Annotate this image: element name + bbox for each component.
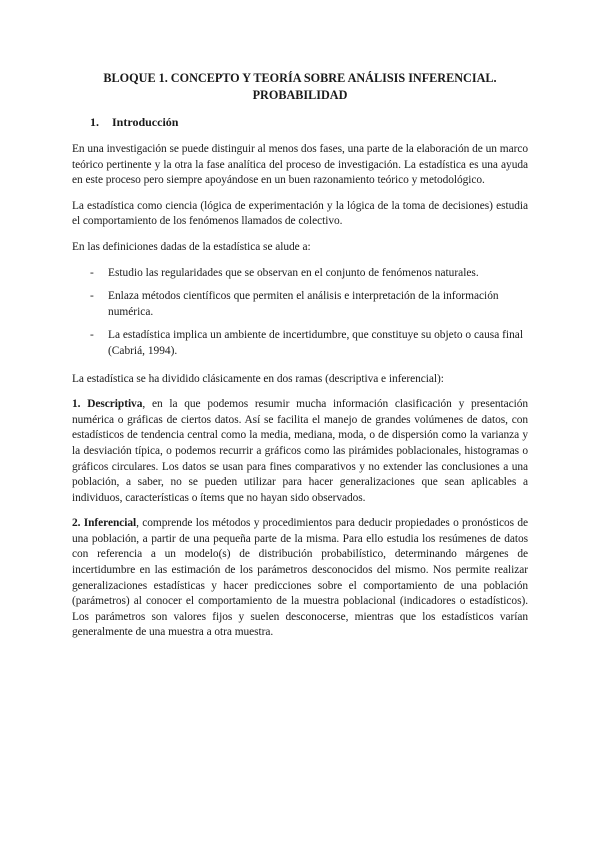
bullet-dash: -: [90, 329, 94, 342]
list-item: - La estadística implica un ambiente de incertidumbre, que constituye su objeto o causa final (Cabriá, 1994).: [90, 329, 523, 357]
list-item: - Enlaza métodos científicos que permiten el análisis e interpretación de la información numérica.: [90, 290, 499, 318]
title-line-2: PROBABILIDAD: [252, 88, 348, 102]
descriptiva-text: , en la que podemos resumir mucha información clasificación y presentación numérica o gráficas de ciertos datos. Así se facilita el manejo de grandes volúmenes de datos, con estadísticos de tendencia central como la media, mediana, moda, o de dispersión como la varianza y la desviación típica, o podemos recurrir a gráficos como las pirámides poblacionales, histogramas o gráficos circulares. Los datos se usan para fines comparativos y no extender las conclusiones a una población, a saber, no se pueden utilizar para hacer generalizaciones que sean aplicables a individuos, características o ítems que no hayan sido observados.: [72, 398, 528, 504]
bullet-dash: -: [90, 266, 94, 279]
title-line-1: BLOQUE 1. CONCEPTO Y TEORÍA SOBRE ANÁLISIS INFERENCIAL.: [103, 71, 497, 85]
inferencial-text: , comprende los métodos y procedimientos para deducir propiedades o pronósticos de una población, a partir de una pequeña parte de la misma. Para ello estudia los resúmenes de datos con referencia a un modelo(s) de distribución probabilístico, determinando márgenes de incertidumbre en las estimación de los parámetros desconocidos del mismo. Nos permite realizar generalizaciones estadísticas y hacer predicciones sobre el comportamiento de una población (parámetros) al conocer el comportamiento de la muestra poblacional (indicadores o estadísticos). Los parámetros son valores fijos y suelen desconocerse, mientras que los estadísticos varían generalmente de una muestra a otra muestra.: [72, 517, 528, 639]
paragraph-science: La estadística como ciencia (lógica de experimentación y la lógica de la toma de decisiones) estudia el comportamiento de los fenómenos llamados de colectivo.: [72, 199, 528, 228]
paragraph-inferencial: [72, 516, 528, 641]
section-title: Introducción: [112, 115, 179, 129]
paragraph-branches: La estadística se ha dividido clásicamente en dos ramas (descriptiva e inferencial):: [72, 372, 444, 385]
list-item: - Estudio las regularidades que se observan en el conjunto de fenómenos naturales.: [72, 266, 528, 282]
section-number: 1.: [90, 115, 99, 129]
paragraph-descriptiva: [72, 397, 528, 506]
inferencial-lead: 2. Inferencial: [72, 517, 137, 530]
paragraph-definitions: En las definiciones dadas de la estadística se alude a:: [72, 240, 311, 253]
bullet-dash: -: [90, 290, 94, 303]
section-heading: [90, 114, 528, 130]
definitions-list: [72, 266, 528, 360]
descriptiva-lead: 1. Descriptiva: [72, 398, 143, 411]
document-title: [72, 70, 528, 104]
paragraph-intro: En una investigación se puede distinguir al menos dos fases, una parte de la elaboración de un marco teórico pertinente y la otra la fase analítica del proceso de investigación. La estadística es una ayuda en este proceso pero siempre apoyándose en un buen razonamiento teórico y metodológico.: [72, 143, 528, 187]
